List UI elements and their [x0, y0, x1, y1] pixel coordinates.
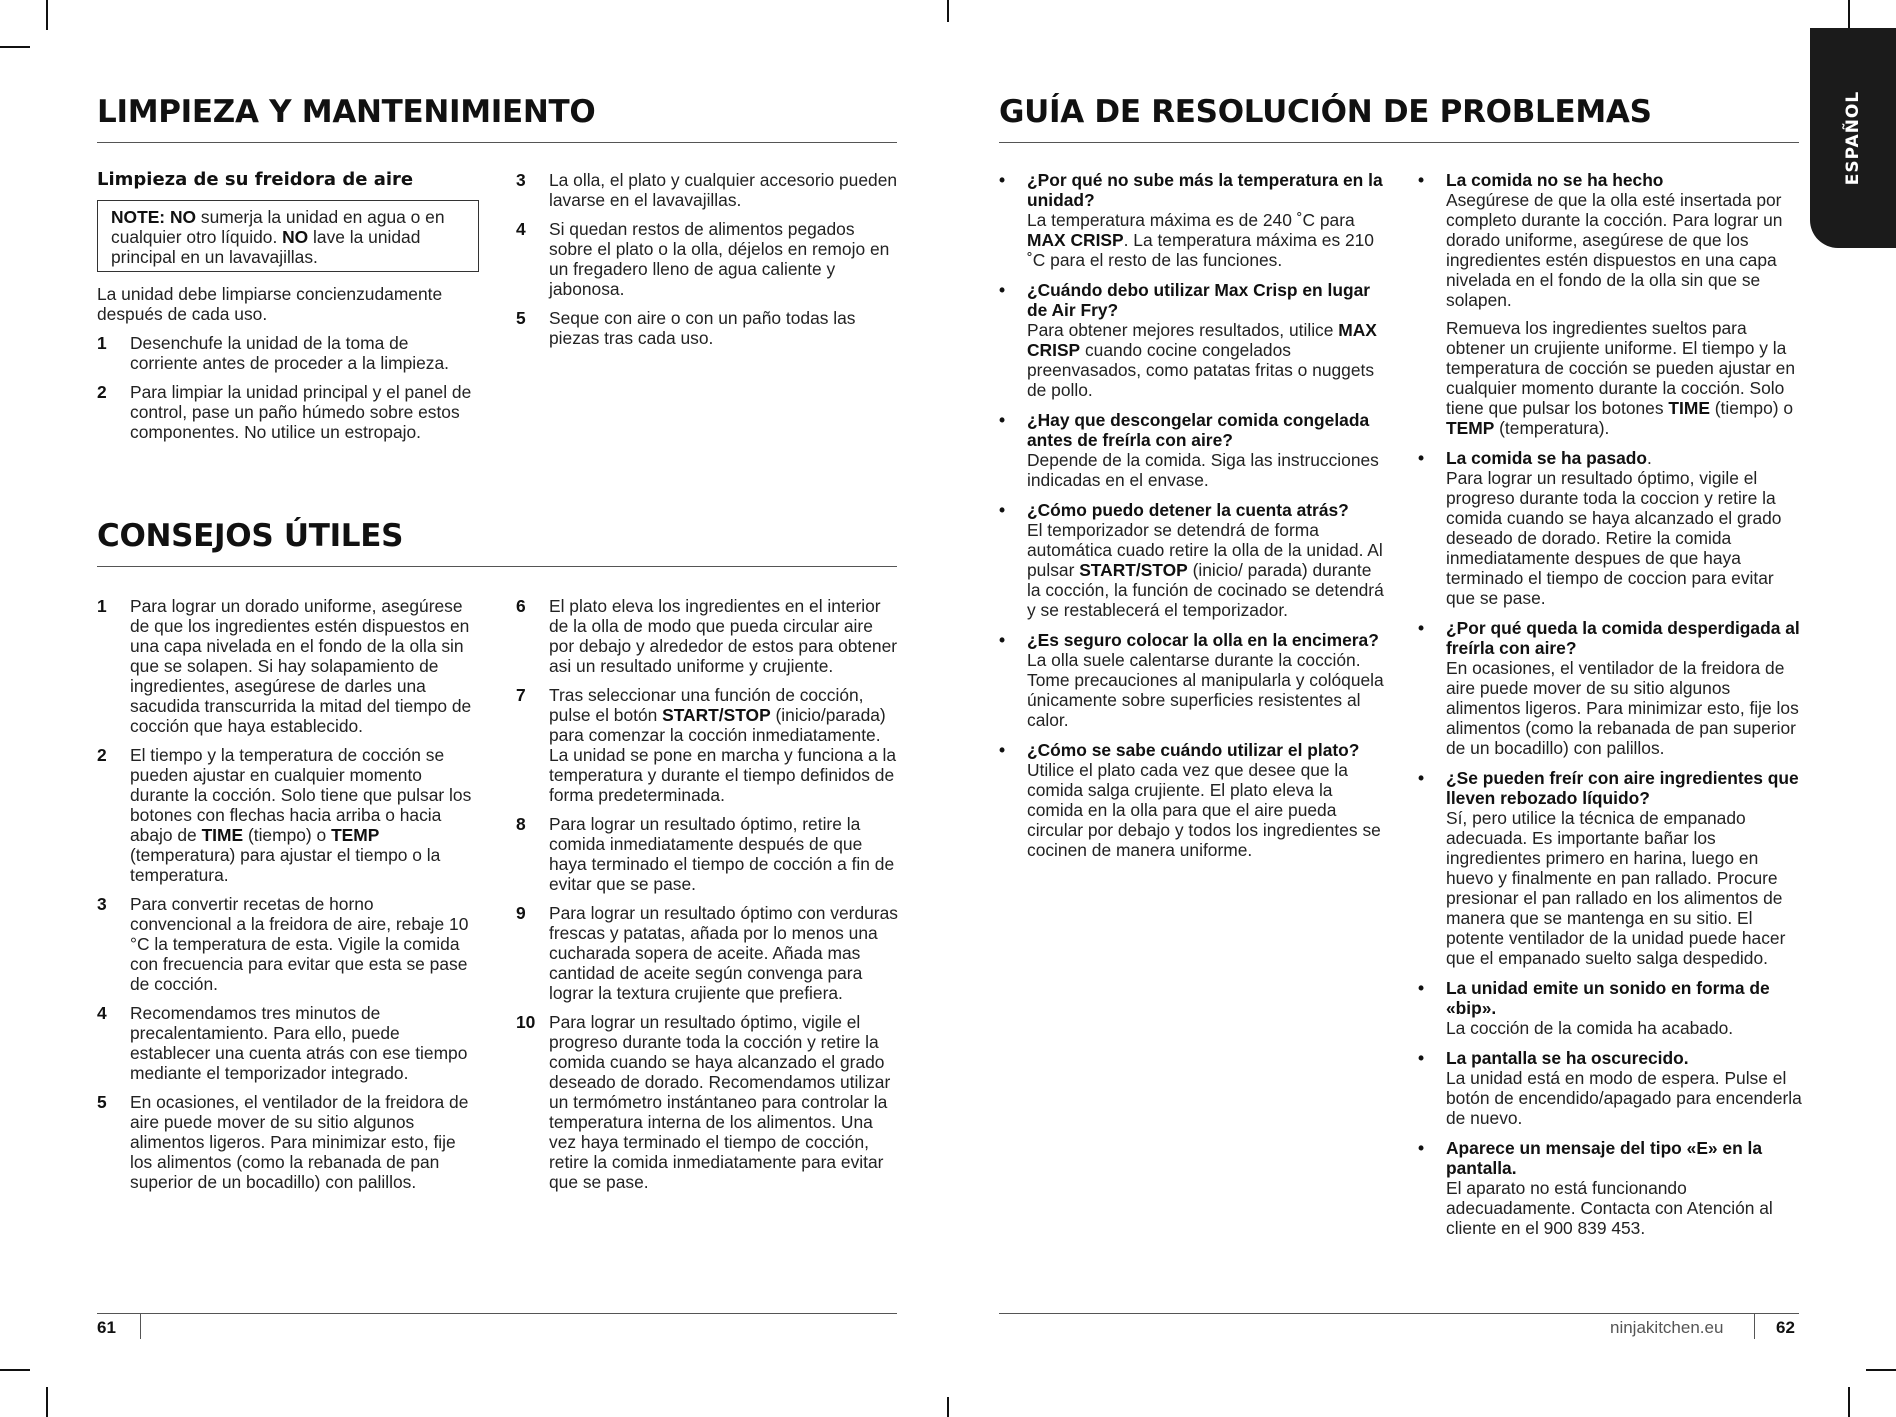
faq-question: ¿Se pueden freír con aire ingredientes que lleven rebozado líquido? [1446, 768, 1799, 808]
note-text: sumerja la unidad en agua o en cualquier otro líquido. [111, 207, 445, 247]
faq-answer: El temporizador se detendrá de forma automática cuado retire la olla de la unidad. Al pulsar START/STOP (inicio/ parada) durante la cocción, la función de cocinado se detendrá y se restablecerá el temporizador. [1027, 520, 1384, 620]
bullet: • [1418, 448, 1425, 468]
bullet: • [999, 500, 1006, 520]
cleaning-step [97, 382, 479, 442]
faq-question: La comida se ha pasado [1446, 448, 1648, 468]
bullet: • [1418, 618, 1425, 638]
bullet: • [999, 170, 1006, 190]
faq-item [999, 630, 1384, 730]
faq-item [1418, 170, 1803, 438]
faq-answer: Remueva los ingredientes sueltos para obtener un crujiente uniforme. El tiempo y la temperatura de cocción se pueden ajustar en cualquier momento durante la cocción. Solo tiene que pulsar los botones TIME (tiempo) o TEMP (temperatura). [1446, 318, 1796, 438]
website-link[interactable]: ninjakitchen.eu [1610, 1318, 1724, 1337]
tip-number: 10 [516, 1012, 536, 1032]
tip-item [97, 1092, 479, 1192]
bullet: • [1418, 170, 1425, 190]
step-text: Si quedan restos de alimentos pegados sobre el plato o la olla, déjelos en remojo en un fregadero lleno de agua caliente y jabonosa. [549, 219, 890, 299]
tip-item [516, 1012, 898, 1192]
tip-text: Para lograr un resultado óptimo, vigile el progreso durante toda la cocción y retire la comida cuando se haya alcanzado el grado deseado de dorado. Recomendamos utilizar un termómetro instántaneo para controlar la temperatura interna de los alimentos. Una vez haya terminado el tiempo de cocción, retire la comida inmediatamente para evitar que se pase. [549, 1012, 891, 1192]
cleaning-title-rule [97, 142, 897, 143]
step-text: Para limpiar la unidad principal y el panel de control, pase un paño húmedo sobre estos componentes. No utilice un estropajo. [130, 382, 472, 442]
tip-number: 5 [97, 1092, 107, 1112]
crop-mark [0, 46, 30, 48]
troubleshooting-title-rule [999, 142, 1799, 143]
faq-answer: Asegúrese de que la olla esté insertada por completo durante la cocción. Para lograr un dorado uniforme, asegúrese de que los ingredientes estén dispuestos en una capa nivelada en el fondo de la olla sin que se solapen. [1446, 190, 1783, 310]
tip-item [516, 814, 898, 894]
cleaning-step [516, 308, 898, 348]
faq-question: La comida no se ha hecho [1446, 170, 1664, 190]
tip-item [516, 903, 898, 1003]
crop-mark [46, 1387, 48, 1417]
tip-text: Tras seleccionar una función de cocción, pulse el botón START/STOP (inicio/parada) para comenzar la cocción inmediatamente. La unidad se pone en marcha y funciona a la temperatura y durante el tiempo definidos de forma predeterminada. [549, 685, 897, 805]
step-number: 3 [516, 170, 526, 190]
note-text: lave la unidad principal en un lavavajillas. [111, 227, 421, 267]
crop-mark [947, 1397, 949, 1417]
footer-divider [140, 1313, 141, 1339]
bullet: • [999, 280, 1006, 300]
faq-item [1418, 1048, 1803, 1128]
tip-item [97, 745, 479, 885]
tip-number: 2 [97, 745, 107, 765]
page-number-right: 62 [1776, 1318, 1795, 1337]
tip-number: 8 [516, 814, 526, 834]
tip-text: El plato eleva los ingredientes en el interior de la olla de modo que pueda circular aire por debajo y alrededor de estos para obtener asi un resultado uniforme y crujiente. [549, 596, 898, 676]
step-text: Desenchufe la unidad de la toma de corriente antes de proceder a la limpieza. [130, 333, 450, 373]
language-tab [1810, 28, 1896, 248]
faq-item [1418, 448, 1803, 608]
faq-item [999, 740, 1384, 860]
tip-item [97, 894, 479, 994]
tip-number: 7 [516, 685, 526, 705]
troubleshooting-title: GUÍA DE RESOLUCIÓN DE PROBLEMAS [999, 94, 1652, 130]
faq-question: La pantalla se ha oscurecido. [1446, 1048, 1689, 1068]
bullet: • [999, 630, 1006, 650]
faq-answer: Utilice el plato cada vez que desee que la comida salga crujiente. El plato eleva la comida en la olla para que el aire pueda circular por debajo y todos los ingredientes se cocinen de manera uniforme. [1027, 760, 1381, 860]
faq-column-1 [999, 170, 1384, 870]
faq-question: ¿Cómo puedo detener la cuenta atrás? [1027, 500, 1349, 520]
footer-divider [1754, 1313, 1755, 1339]
faq-item [999, 280, 1384, 400]
tips-column-1 [97, 596, 479, 1201]
crop-mark [46, 0, 48, 30]
faq-answer: Sí, pero utilice la técnica de empanado adecuada. Es importante bañar los ingredientes primero en harina, luego en huevo y finalmente en pan rallado. Procure presionar el pan rallado en los alimentos de manera que se mantenga en su sitio. El potente ventilador de la unidad puede hacer que el empanado suelto salga despedido. [1446, 808, 1786, 968]
step-number: 1 [97, 333, 107, 353]
crop-mark [0, 1369, 30, 1371]
note-prefix: NOTE: [111, 207, 166, 227]
faq-item [1418, 1138, 1803, 1238]
tip-item [516, 596, 898, 676]
cleaning-step [516, 219, 898, 299]
tip-number: 4 [97, 1003, 107, 1023]
bullet: • [1418, 1138, 1425, 1158]
cleaning-column-2 [516, 170, 898, 357]
footer-rule-left [97, 1313, 897, 1314]
tip-number: 3 [97, 894, 107, 914]
tips-title: CONSEJOS ÚTILES [97, 518, 404, 554]
faq-question: ¿Cuándo debo utilizar Max Crisp en lugar de Air Fry? [1027, 280, 1371, 320]
crop-mark [1848, 0, 1850, 28]
faq-question: ¿Por qué queda la comida desperdigada al freírla con aire? [1446, 618, 1800, 658]
faq-question: ¿Es seguro colocar la olla en la encimera? [1027, 630, 1379, 650]
step-number: 2 [97, 382, 107, 402]
crop-mark [1866, 1369, 1896, 1371]
bullet: • [1418, 1048, 1425, 1068]
tip-number: 1 [97, 596, 107, 616]
note-box [97, 200, 479, 272]
tips-title-rule [97, 566, 897, 567]
tip-text: Para convertir recetas de horno convencional a la freidora de aire, rebaje 10 °C la temperatura de esta. Vigile la comida con frecuencia para evitar que esta se pase de cocción. [130, 894, 469, 994]
cleaning-intro: La unidad debe limpiarse concienzudamente después de cada uso. [97, 284, 443, 324]
step-number: 5 [516, 308, 526, 328]
faq-item [999, 500, 1384, 620]
faq-item [1418, 978, 1803, 1038]
cleaning-title: LIMPIEZA Y MANTENIMIENTO [97, 94, 596, 130]
page-number-left: 61 [97, 1318, 116, 1337]
language-tab-label: ESPAÑOL [1843, 90, 1863, 186]
bullet: • [999, 410, 1006, 430]
tip-number: 9 [516, 903, 526, 923]
cleaning-step [97, 333, 479, 373]
faq-item [1418, 618, 1803, 758]
tip-text: Recomendamos tres minutos de precalentamiento. Para ello, puede establecer una cuenta atrás con ese tiempo mediante el temporizador integrado. [130, 1003, 468, 1083]
faq-item [999, 410, 1384, 490]
tip-item [97, 1003, 479, 1083]
tips-column-2 [516, 596, 898, 1201]
cleaning-step [516, 170, 898, 210]
note-no: NO [169, 207, 197, 227]
bullet: • [1418, 768, 1425, 788]
faq-question-suffix: . [1647, 448, 1652, 468]
faq-question: Aparece un mensaje del tipo «E» en la pantalla. [1446, 1138, 1763, 1178]
bullet: • [1418, 978, 1425, 998]
tip-text: Para lograr un resultado óptimo, retire la comida inmediatamente después de que haya terminado el tiempo de cocción a fin de evitar que se pase. [549, 814, 895, 894]
faq-answer: Depende de la comida. Siga las instrucciones indicadas en el envase. [1027, 450, 1379, 490]
faq-question: ¿Hay que descongelar comida congelada antes de freírla con aire? [1027, 410, 1370, 450]
footer-rule-right [999, 1313, 1799, 1314]
tip-item [97, 596, 479, 736]
faq-question: ¿Cómo se sabe cuándo utilizar el plato? [1027, 740, 1360, 760]
faq-answer: La cocción de la comida ha acabado. [1446, 1018, 1734, 1038]
tip-text: El tiempo y la temperatura de cocción se pueden ajustar en cualquier momento durante la cocción. Solo tiene que pulsar los botones con flechas hacia arriba o hacia abajo de TIME (tiempo) o TEMP (temperatura) para ajustar el tiempo o la temperatura. [130, 745, 472, 885]
crop-mark [1848, 1387, 1850, 1417]
faq-question: ¿Por qué no sube más la temperatura en la unidad? [1027, 170, 1383, 210]
faq-item [1418, 768, 1803, 968]
tip-number: 6 [516, 596, 526, 616]
faq-answer: Para lograr un resultado óptimo, vigile el progreso durante toda la coccion y retire la comida cuando se haya alcanzado el grado deseado de dorado. Retire la comida inmediatamente despues de que haya terminado el tiempo de coccion para evitar que se pase. [1446, 468, 1782, 608]
faq-answer: La unidad está en modo de espera. Pulse el botón de encendido/apagado para encenderla de nuevo. [1446, 1068, 1802, 1128]
tip-text: En ocasiones, el ventilador de la freidora de aire puede mover de su sitio algunos alimentos ligeros. Para minimizar esto, fije los alimentos (como la rebanada de pan superior de un bocadillo) con palillos. [130, 1092, 469, 1192]
tip-item [516, 685, 898, 805]
faq-answer: El aparato no está funcionando adecuadamente. Contacta con Atención al cliente en el 900 839 453. [1446, 1178, 1773, 1238]
step-text: La olla, el plato y cualquier accesorio pueden lavarse en el lavavajillas. [549, 170, 898, 210]
faq-answer: Para obtener mejores resultados, utilice MAX CRISP cuando cocine congelados preenvasados, como patatas fritas o nuggets de pollo. [1027, 320, 1377, 400]
faq-column-2 [1418, 170, 1803, 1248]
note-no: NO [282, 227, 309, 247]
tip-text: Para lograr un dorado uniforme, asegúrese de que los ingredientes estén dispuestos en una capa nivelada en el fondo de la olla sin que se solapen. Si hay solapamiento de ingredientes, asegúrese de darles una sacudida transcurrida la mitad del tiempo de cocción que haya establecido. [130, 596, 472, 736]
step-text: Seque con aire o con un paño todas las piezas tras cada uso. [549, 308, 856, 348]
bullet: • [999, 740, 1006, 760]
tip-text: Para lograr un resultado óptimo con verduras frescas y patatas, añada por lo menos una cucharada sopera de aceite. Añada mas cantidad de aceite según convenga para lograr la textura crujiente que prefiera. [549, 903, 898, 1003]
faq-item [999, 170, 1384, 270]
step-number: 4 [516, 219, 526, 239]
crop-mark [947, 0, 949, 22]
faq-answer: La temperatura máxima es de 240 ˚C para MAX CRISP. La temperatura máxima es 210 ˚C para el resto de las funciones. [1027, 210, 1374, 270]
faq-answer: La olla suele calentarse durante la cocción. Tome precauciones al manipularla y colóquela únicamente sobre superficies resistentes al calor. [1027, 650, 1384, 730]
cleaning-heading: Limpieza de su freidora de aire [97, 169, 414, 190]
cleaning-column-1 [97, 170, 479, 451]
faq-question: La unidad emite un sonido en forma de «bip». [1446, 978, 1770, 1018]
faq-answer: En ocasiones, el ventilador de la freidora de aire puede mover de su sitio algunos alimentos ligeros. Para minimizar esto, fije los alimentos (como la rebanada de pan superior de un bocadillo) con palillos. [1446, 658, 1799, 758]
